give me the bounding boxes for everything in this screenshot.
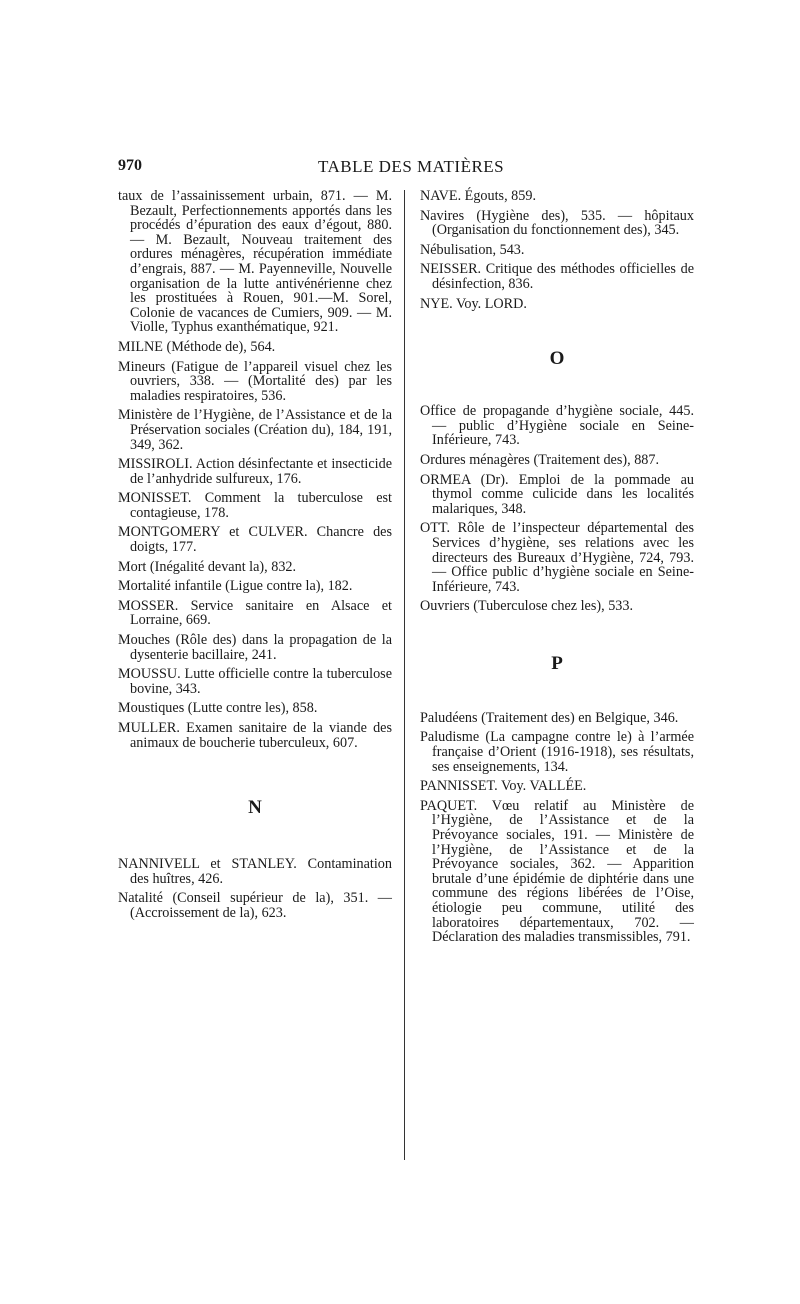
index-entry: Natalité (Conseil supérieur de la), 351. — (Accroissement de la), 623.: [118, 890, 392, 921]
section-letter-o: O: [549, 348, 565, 370]
index-entry: NYE. Voy. LORD.: [420, 295, 527, 312]
index-entry: Navires (Hygiène des), 535. — hôpitaux (Organisation du fonctionnement des), 345.: [420, 207, 694, 239]
index-entry: Office de propagande d’hygiène sociale, 445. — public d’Hygiène sociale en Seine-Inférieure, 743.: [420, 403, 694, 449]
index-entry: NEISSER. Critique des méthodes officielles de désinfection, 836.: [420, 261, 694, 292]
index-entry: MONISSET. Comment la tuberculose est contagieuse, 178.: [118, 490, 392, 521]
section-letter-n: N: [248, 797, 262, 819]
index-entry: Paludéens (Traitement des) en Belgique, 346.: [420, 709, 679, 726]
index-entry: Mouches (Rôle des) dans la propagation de la dysenterie bacillaire, 241.: [118, 632, 392, 663]
index-entry: MOSSER. Service sanitaire en Alsace et Lorraine, 669.: [118, 597, 392, 629]
index-entry: NAVE. Égouts, 859.: [420, 188, 536, 204]
left-column: [118, 189, 392, 926]
index-entry: NANNIVELL et STANLEY. Contamination des huîtres, 426.: [118, 856, 392, 887]
index-entry: MONTGOMERY et CULVER. Chancre des doigts, 177.: [118, 524, 392, 556]
index-entry: Ouvriers (Tuberculose chez les), 533.: [420, 598, 634, 615]
index-entry: PAQUET. Vœu relatif au Ministère de l’Hygiène, de l’Assistance et de la Prévoyance sociales, 191. — Ministère de l’Hygiène, de l’Assistance et de la Prévoyance sociales, 362. — Apparition brutale d’une épidémie de diphtérie dans une commune des régions libérées de l’Oise, étiologie peu commune, utilité des laboratoires départementaux, 702. — Déclaration des maladies transmissibles, 791.: [420, 797, 694, 946]
index-entry: MOUSSU. Lutte officielle contre la tuberculose bovine, 343.: [118, 666, 392, 697]
index-entry: Ministère de l’Hygiène, de l’Assistance et de la Préservation sociales (Création du), 184, 191, 349, 362.: [118, 407, 392, 453]
index-entry: OTT. Rôle de l’inspecteur départemental des Services d’hygiène, ses relations avec les directeurs des Bureaux d’Hygiène, 724, 793. — Office public d’hygiène sociale en Seine-Inférieure, 743.: [420, 520, 694, 595]
index-entry: MISSIROLI. Action désinfectante et insecticide de l’anhydride sulfureux, 176.: [118, 456, 392, 487]
index-entry: Mort (Inégalité devant la), 832.: [118, 558, 297, 575]
index-entry: Paludisme (La campagne contre le) à l’armée française d’Orient (1916-1918), ses résultats, ses enseignements, 134.: [420, 729, 694, 775]
page-number: 970: [118, 157, 142, 174]
page-header: [0, 157, 800, 181]
page-title: TABLE DES MATIÈRES: [318, 157, 505, 176]
index-entry: Moustiques (Lutte contre les), 858.: [118, 700, 318, 717]
index-entry: Mortalité infantile (Ligue contre la), 182.: [118, 578, 353, 595]
index-entry: Mineurs (Fatigue de l’appareil visuel chez les ouvriers, 338. — (Mortalité des) par les maladies respiratoires, 536.: [118, 358, 392, 404]
index-entry: MULLER. Examen sanitaire de la viande des animaux de boucherie tuberculeux, 607.: [118, 720, 392, 751]
index-entry: ORMEA (Dr). Emploi de la pommade au thymol comme culicide dans les localités malariques, 348.: [420, 471, 694, 517]
index-entry: taux de l’assainissement urbain, 871. — M. Bezault, Perfectionnements apportés dans les procédés d’épuration des eaux d’égout, 880. — M. Bezault, Nouveau traitement des ordures ménagères, récupération immédiate d’engrais, 887. — M. Payenneville, Nouvelle organisation de la lutte antivénérienne chez les prostituées à Rouen, 901.—M. Sorel, Colonie de vacances de Cumiers, 909. — M. Violle, Typhus exanthématique, 921.: [118, 188, 392, 336]
column-divider: [404, 190, 405, 1160]
index-entry: Ordures ménagères (Traitement des), 887.: [420, 451, 660, 468]
index-entry: PANNISSET. Voy. VALLÉE.: [420, 778, 587, 795]
index-entry: MILNE (Méthode de), 564.: [118, 338, 276, 355]
index-entry: Nébulisation, 543.: [420, 241, 525, 258]
right-column: [420, 189, 694, 950]
section-letter-p: P: [551, 652, 563, 674]
